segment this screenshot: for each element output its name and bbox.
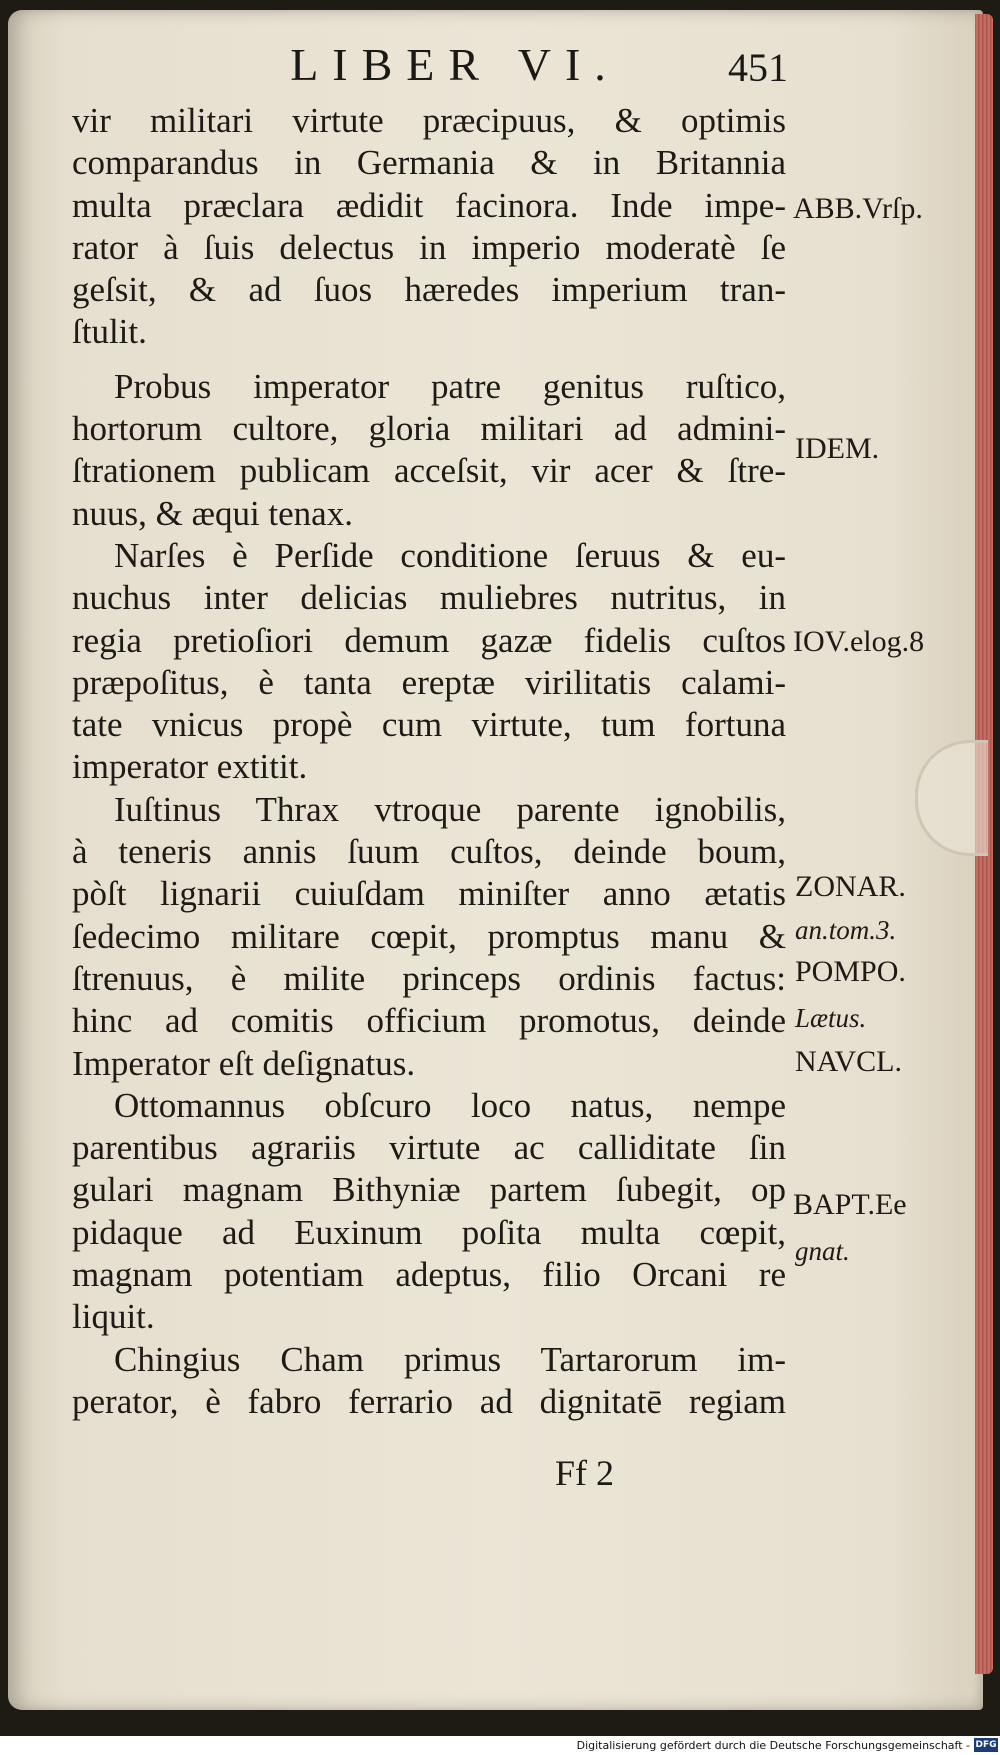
text-line: rator à ſuis delectus in imperio moderatè ſe (72, 227, 786, 267)
marginal-note: IOV.elog.8 (793, 625, 925, 658)
text-line: pòſt lignarii cuiuſdam miniſter anno ætatis (72, 874, 786, 914)
text-line: ſtrationem publicam acceſsit, vir acer & ſtre- (72, 451, 786, 491)
footer-credit: Digitalisierung gefördert durch die Deutsche Forschungsgemeinschaft - (576, 1739, 970, 1752)
text-line: comparandus in Germania & in Britannia (72, 143, 786, 183)
text-line: præpoſitus, è tanta ereptæ virilitatis calami- (72, 662, 786, 702)
text-line: hinc ad comitis officium promotus, deinde (72, 1001, 786, 1041)
dfg-logo-icon: DFG (975, 1740, 997, 1750)
text-line: Chingius Cham primus Tartarorum im- (114, 1339, 786, 1379)
marginal-note: NAVCL. (795, 1045, 902, 1078)
paragraph (72, 366, 786, 535)
text-line: Probus imperator patre genitus ruſtico, (114, 366, 786, 406)
text-line: ſtrenuus, è milite princeps ordinis factus: (72, 958, 786, 998)
marginal-note: an.tom.3. (795, 915, 897, 945)
text-line: ſedecimo militare cœpit, promptus manu & (72, 916, 786, 956)
text-line: gulari magnam Bithyniæ partem ſubegit, op (72, 1170, 786, 1210)
text-line: parentibus agrariis virtute ac calliditate ſin (72, 1128, 786, 1168)
text-line: vir militari virtute præcipuus, & optimis (72, 101, 786, 140)
text-line: Ottomannus obſcuro loco natus, nempe (114, 1085, 786, 1125)
body-text (72, 100, 786, 1423)
marginal-note: gnat. (795, 1236, 850, 1266)
text-line: magnam potentiam adeptus, filio Orcani re (72, 1255, 786, 1295)
marginal-note: ABB.Vrſp. (793, 192, 923, 225)
text-line: Iuſtinus Thrax vtroque parente ignobilis, (114, 789, 786, 829)
signature-mark: Ff 2 (555, 1453, 615, 1493)
paragraph (72, 789, 786, 1085)
marginal-note: ZONAR. (795, 870, 906, 903)
page-number: 451 (728, 45, 788, 90)
text-line: Imperator eſt deſignatus. (72, 1043, 416, 1083)
text-line: liquit. (72, 1297, 155, 1337)
marginal-note: IDEM. (795, 432, 880, 465)
text-line: nuus, & æqui tenax. (72, 493, 353, 533)
text-line: perator, è fabro ferrario ad dignitatē regiam (72, 1381, 786, 1421)
paragraph (72, 100, 786, 354)
text-line: hortorum cultore, gloria militari ad admini- (72, 409, 786, 449)
text-line: ſtulit. (72, 312, 147, 352)
marginal-note: POMPO. (795, 955, 906, 988)
text-line: Narſes è Perſide conditione ſeruus & eu- (114, 535, 786, 575)
text-line: regia pretioſiori demum gazæ fidelis cuſtos (72, 620, 786, 660)
paragraph (72, 1085, 786, 1339)
text-line: imperator extitit. (72, 747, 308, 787)
text-line: tate vnicus propè cum virtute, tum fortuna (72, 705, 786, 745)
marginal-note: BAPT.Ee (793, 1188, 907, 1221)
paragraph (72, 535, 786, 789)
text-line: nuchus inter delicias muliebres nutritus, in (72, 578, 786, 618)
text-line: multa præclara ædidit facinora. Inde impe- (72, 185, 786, 225)
running-head: LIBER VI. (290, 39, 620, 90)
text-line: geſsit, & ad ſuos hæredes imperium tran- (72, 270, 786, 310)
text-line: pidaque ad Euxinum poſita multa cœpit, (72, 1212, 786, 1252)
marginal-note: Lætus. (795, 1003, 867, 1033)
paragraph (72, 1339, 786, 1424)
text-line: à teneris annis ſuum cuſtos, deinde boum, (72, 832, 786, 872)
